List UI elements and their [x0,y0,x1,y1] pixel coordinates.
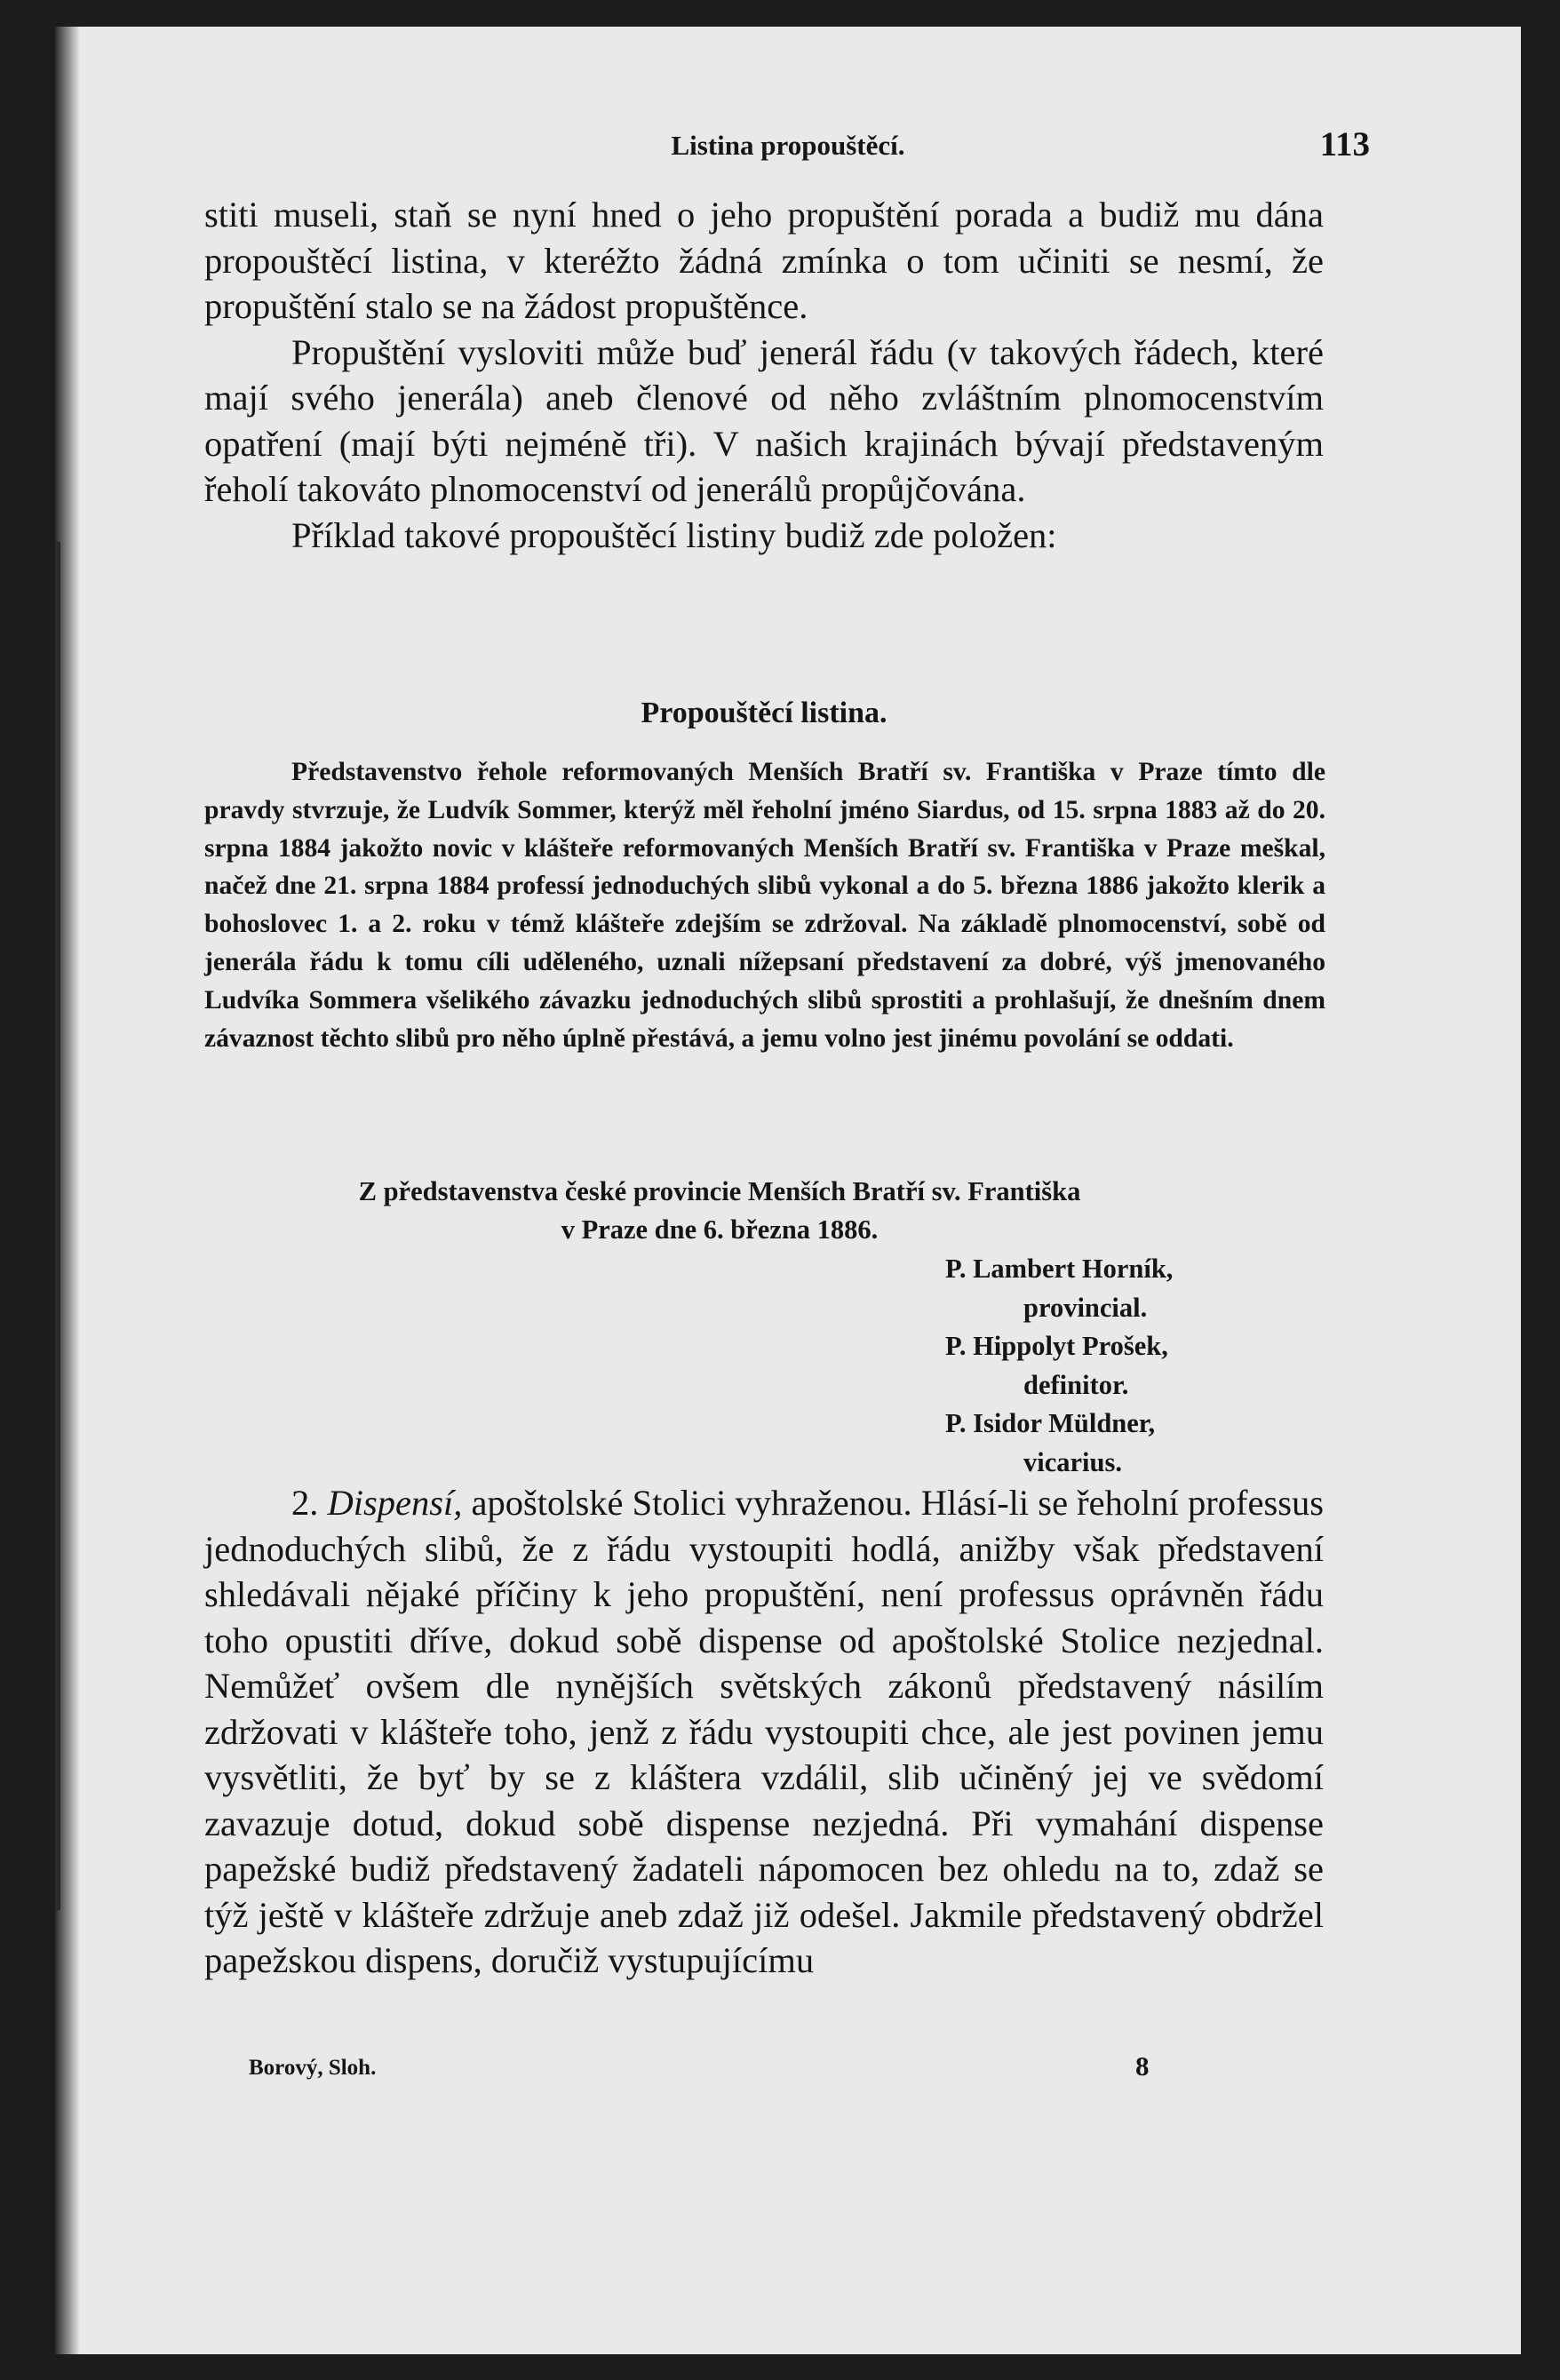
paragraph-continuation: stiti museli, staň se nyní hned o jeho propuštění porada a budiž mu dána propouštěcí listina, v kteréžto žádná zmínka o tom učiniti se nesmí, že propuštění stalo se na žádost propuštěnce. [204,195,1324,326]
signature-title: definitor. [1023,1369,1129,1400]
paragraph-release-authority: Propuštění vysloviti může buď jenerál řádu (v takových řádech, které mají svého jenerála) aneb členové od něho zvláštním plnomocenstvím opatření (mají býti nejméně tři). V našich krajinách bývají představeným řeholí takováto plnomocenství od jenerálů propůjčována. [204,331,1324,509]
release-document-place-date [204,1173,1235,1249]
release-document-text: Představenstvo řehole reformovaných Menších Bratří sv. Františka v Praze tímto dle pravdy stvrzuje, že Ludvík Sommer, kterýž měl řeholní jméno Siardus, od 15. srpna 1883 až do 20. srpna 1884 jakožto novic v klášteře reformovaných Menších Bratří sv. Františka v Praze meškal, načež dne 21. srpna 1884 professí jednoduchých slibů vykonal a do 5. března 1886 jakožto klerik a bohoslovec 1. a 2. roku v témž klášteře zdejším se zdržoval. Na základě plnomocenství, sobě od jenerála řádu k tomu cíli uděleného, uznali nížepsaní představení za dobré, výš jmenovaného Ludvíka Sommera všelikého závazku jednoduchých slibů sprostiti a prohlašují, že dnešním dnem závaznost těchto slibů pro něho úplně přestává, a jemu volno jest jinému povolání se oddati. [204,758,1325,1053]
section-a [204,192,1324,558]
running-head: Listina propouštěcí. [671,130,905,161]
section-number: 2. [291,1483,319,1523]
section-text: apoštolské Stolici vyhraženou. Hlásí-li se řeholní professus jednoduchých slibů, že z řádu vystoupiti hodlá, anižby však představení shledávali nějaké příčiny k jeho propuštění, není professus oprávněn řádu toho opustiti dříve, dokud sobě dispense od apoštolské Stolice nezjednal. Nemůžeť ovšem dle nynějších světských zákonů představený násilím zdržovati v klášteře toho, jenž z řádu vystoupiti chce, ale jest povinen jemu vysvětliti, že byť by se z kláštera vzdálil, slib učiněný jej ve svědomí zavazuje dotud, dokud sobě dispense nezjedná. Při vymahání dispense papežské budiž představený žadateli nápomocen bez ohledu na to, zdaž se týž ještě v klášteře zdržuje aneb zdaž již odešel. Jakmile představený obdržel papežskou dispens, doručiž vystupujícímu [204,1483,1325,1980]
signature-title: vicarius. [1023,1446,1122,1477]
paragraph-example-intro: Příklad takové propouštěcí listiny budiž zde položen: [291,514,1057,555]
signature-name: P. Lambert Horník, [945,1254,1174,1284]
signature-title: provincial. [1023,1292,1148,1323]
paragraph-dispensation [204,1480,1324,1984]
place-line-1: Z představenstva české provincie Menších Bratří sv. Františka [358,1176,1081,1206]
page-header [206,119,1370,163]
footer-author: Borový, Sloh. [249,2056,377,2080]
page-number: 113 [1319,125,1370,163]
section-b [204,1480,1324,1984]
section-heading: Dispensí, [327,1483,463,1523]
signature-name: P. Isidor Müldner, [945,1408,1156,1438]
page-edge-line [55,542,60,1910]
page-footer [249,2050,1150,2086]
signature-name: P. Hippolyt Prošek, [945,1331,1168,1361]
place-line-2: v Praze dne 6. března 1886. [561,1214,879,1245]
footer-signature-mark: 8 [1135,2050,1150,2082]
signatures-block [945,1250,1173,1482]
release-document-title: Propouštěcí listina. [641,696,887,729]
book-page [55,27,1521,2354]
